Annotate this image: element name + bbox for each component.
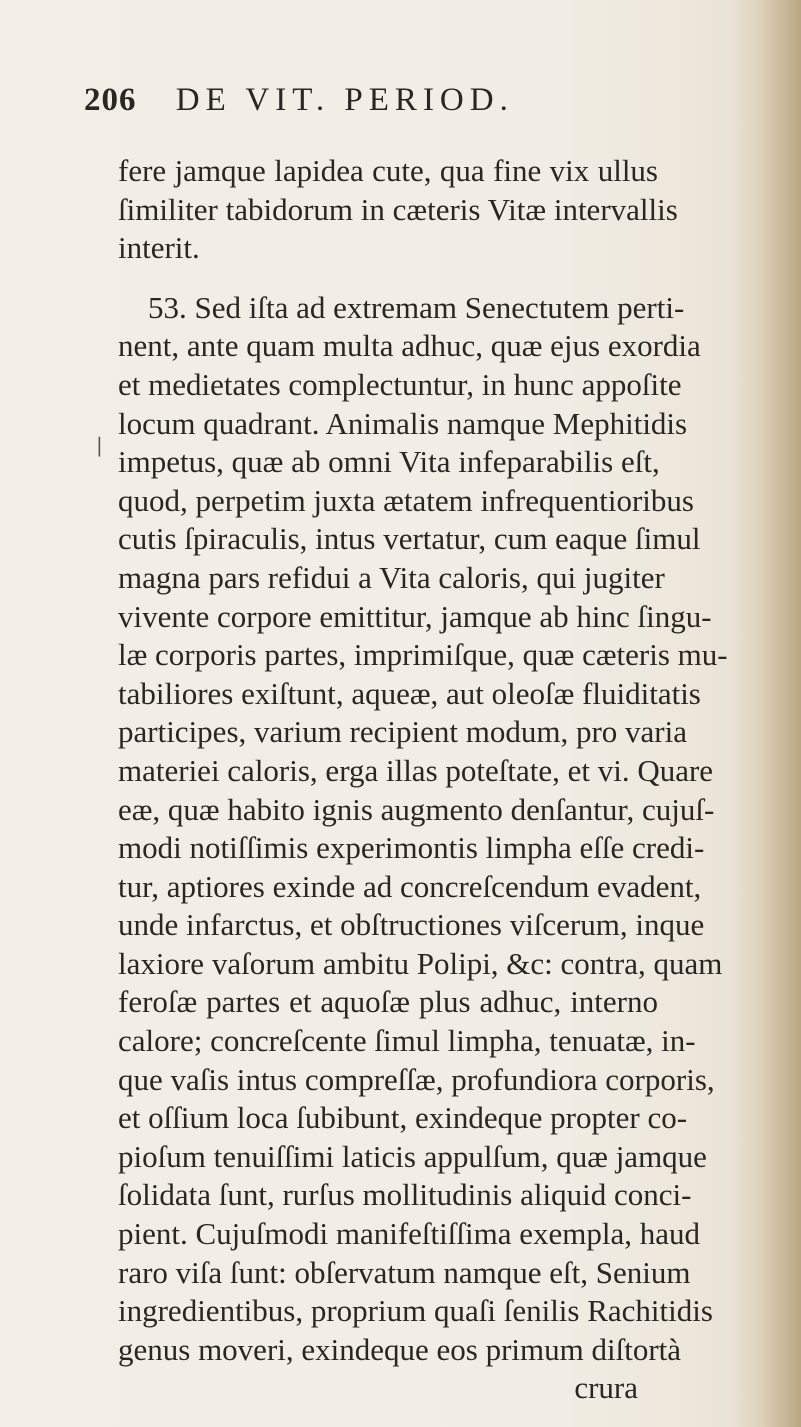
text-line: fere jamque lapidea cute, qua fine vix ullus: [118, 153, 658, 188]
text-line: que vaſis intus compreſſæ, profundiora corporis,: [118, 1061, 715, 1097]
text-line: raro viſa ſunt: obſervatum namque eſt, Senium: [118, 1254, 691, 1290]
catchword: crura: [574, 1370, 638, 1406]
text-line: locum quadrant. Animalis namque Mephitidis: [118, 405, 688, 441]
text-line: interit.: [118, 230, 200, 266]
text-line: calore; concreſcente ſimul limpha, tenuatæ, in-: [118, 1023, 696, 1059]
text-line: tabiliores exiſtunt, aqueæ, aut oleoſæ fluiditatis: [118, 675, 701, 711]
text-line: cutis ſpiraculis, intus vertatur, cum eaque ſimul: [118, 521, 701, 557]
text-line: materiei caloris, erga illas poteſtate, et vi. Quare: [118, 752, 714, 788]
text-line: nent, ante quam multa adhuc, quæ ejus exordia: [118, 328, 701, 364]
text-line: pioſum tenuiſſimi laticis appulſum, quæ jamque: [118, 1138, 707, 1174]
text-line: ingredientibus, proprium quaſi ſenilis Rachitidis: [118, 1293, 713, 1329]
running-title: DE VIT. PERIOD.: [175, 82, 514, 118]
text-line: ſimiliter tabidorum in cæteris Vitæ intervallis: [118, 191, 678, 227]
page-edge-shadow: [733, 0, 801, 1427]
text-line: feroſæ partes et aquoſæ plus adhuc, interno: [118, 984, 658, 1020]
text-line: et oſſium loca ſubibunt, exindeque propter co-: [118, 1100, 688, 1136]
page-header: [84, 82, 684, 124]
text-line: modi notiſſimis experimontis limpha eſſe credi-: [118, 830, 705, 866]
text-line: vivente corpore emittitur, jamque ab hinc ſingu-: [118, 598, 712, 634]
text-line: læ corporis partes, imprimiſque, quæ cæteris mu-: [118, 637, 728, 673]
text-line: participes, varium recipient modum, pro varia: [118, 714, 688, 750]
body-text: [118, 152, 728, 1408]
text-line: laxiore vaſorum ambitu Polipi, &c: contra, quam: [118, 945, 723, 981]
page-number: 206: [84, 82, 137, 118]
text-line: magna pars refidui a Vita caloris, qui jugiter: [118, 559, 665, 595]
text-line: tur, aptiores exinde ad concreſcendum evadent,: [118, 868, 702, 904]
margin-stroke-mark: |: [96, 433, 103, 457]
text-line: eæ, quæ habito ignis augmento denſantur, cujuſ-: [118, 791, 715, 827]
text-line: impetus, quæ ab omni Vita infeparabilis eſt,: [118, 444, 660, 480]
text-line: pient. Cujuſmodi manifeſtiſſima exempla, haud: [118, 1216, 700, 1252]
text-line: unde infarctus, et obſtructiones viſcerum, inque: [118, 907, 705, 943]
text-line: ſolidata ſunt, rurſus mollitudinis aliquid conci-: [118, 1177, 692, 1213]
text-line: genus moveri, exindeque eos primum diſtortà: [118, 1331, 682, 1367]
text-line: quod, perpetim juxta ætatem infrequentioribus: [118, 482, 694, 518]
section-start-line: 53. Sed iſta ad extremam Senectutem perti-: [148, 289, 685, 325]
text-line: et medietates complectuntur, in hunc appoſite: [118, 366, 682, 402]
